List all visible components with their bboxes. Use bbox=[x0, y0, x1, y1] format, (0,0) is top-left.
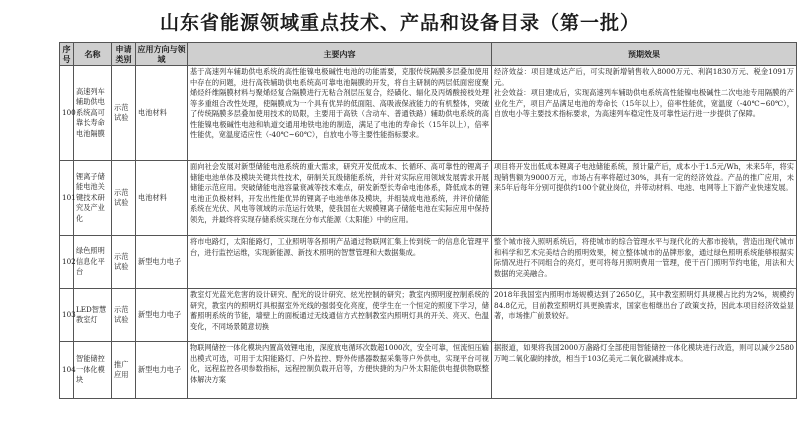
header-effect: 预期效果 bbox=[492, 43, 797, 66]
row-number: 101 bbox=[60, 161, 74, 236]
row-effect: 整个城市接入照明系统后，将使城市的综合管理水平与现代化的大都市接轨，营造出现代城市和科学和艺术完美结合的照明效果，树立整体城市的品牌形象，通过绿色照明系统能够根据实际情况进行不同组合的亮灯，更可将每月照明费用一管理，使干百门照明节约电能，用法和大数据的完美融合。 bbox=[492, 236, 797, 289]
row-effect: 项目将开发出低成本锂离子电池储能系统，预计量产后，成本小于1.5元/Wh，未来5年，将实现销售额为9000万元，市场占有率将超过30%，具有一定的经济效益。产品的推广应用，未来5年后每年分别可提供约100个就业岗位，并带动材料、电池、电网等上下游产业快速发展。 bbox=[492, 161, 797, 236]
row-category: 推广应用 bbox=[112, 342, 136, 399]
table-row bbox=[60, 161, 797, 236]
row-name: LED智慧教室灯 bbox=[74, 289, 112, 342]
row-name: 高速列车辅助供电系统高可靠长寿命电池隔膜 bbox=[74, 66, 112, 161]
row-category: 示范试验 bbox=[112, 289, 136, 342]
header-content: 主要内容 bbox=[188, 43, 492, 66]
row-category: 示范试验 bbox=[112, 236, 136, 289]
catalog-table bbox=[59, 42, 797, 399]
header-row bbox=[60, 43, 797, 66]
row-name: 智能储控一体化模块 bbox=[74, 342, 112, 399]
row-content: 将市电路灯，太阳能路灯，工业照明等各照明产品通过物联网汇集上传到统一的信息化管理平台，进行监控运维，实现新能源、新技术照明的智慧管理和大数据集成。 bbox=[188, 236, 492, 289]
table-row bbox=[60, 66, 797, 161]
row-content: 基于高速列车辅助供电系统的高性能镍电极碱性电池的功能需要，克服传统隔膜多层叠加使用中存在的问题，进行高铁辅助供电系统高可靠电池隔膜的开发，将自主研制的两层低面密度聚烯烃纤维隔膜材料与聚烯烃复合隔膜进行无粘合剂层压复合，经磺化、辐化及丙烯酸接枝处理等多重组合改性处理，使隔膜成为一个具有优异的低面阻、高吸液保液能力的有机整体，突破了传统隔膜多层叠加使用技术的局限，主要用于高铁（含动车、普通铁路）辅助供电系统的高性能镍电极碱性电池和轨道交通用地铁电池的制造，满足了电池的寿命长（15年以上），倍率性能优，宽温度适应性（-40℃~60℃），自放电小等主要性能指标要求。 bbox=[188, 66, 492, 161]
row-effect: 经济效益：项目建成达产后，可实现新增销售收入8000万元、利润1830万元、税金1091万元。 社会效益：项目建成后，实现高速列车辅助供电系统高性能镍电极碱性二次电池专用隔膜的产业化生产，项目产品满足电池的寿命长（15年以上），倍率性能优，宽温度（-40℃~60℃），自放电小等主要技术指标要求，为高速列车稳定性及可靠性运行进一步提供了保障。 bbox=[492, 66, 797, 161]
row-category: 示范试验 bbox=[112, 161, 136, 236]
row-number: 103 bbox=[60, 289, 74, 342]
row-effect: 2018年我国室内照明市场规模达到了2650亿，其中教室照明灯具规模占比约为2%，规模约84.8亿元，目前教室照明灯具更换需求，国家也相继出台了政策支持，因此本项目经济效益显著，市场推广前景较好。 bbox=[492, 289, 797, 342]
table-row bbox=[60, 236, 797, 289]
header-no: 序号 bbox=[60, 43, 74, 66]
header-field: 应用方向与领域 bbox=[137, 44, 186, 64]
header-category: 申请类别 bbox=[112, 43, 136, 66]
row-name: 绿色照明信息化平台 bbox=[74, 236, 112, 289]
page-title: 山东省能源领域重点技术、产品和设备目录（第一批） bbox=[159, 12, 640, 34]
row-number: 104 bbox=[60, 342, 74, 399]
row-number: 100 bbox=[60, 66, 74, 161]
table-row bbox=[60, 342, 797, 399]
table-row bbox=[60, 289, 797, 342]
row-content: 面向社会发展对新型储能电池系统的重大需求，研究开发低成本、长循环、高可靠性的锂离子储能电池单体及模块关键共性技术，研制关瓦级储能系统，并针对实际应用领域发展需求开展储能示范应用。突破储能电池容量衰减等技术难点，研发新型长寿命电池体系，降低成本的锂电池正负极材料，开发出性能优异的锂离子电池单体及模块，并组装成电池系统，并评价储能系统在光伏、风电等领域的示范运行效果，使我国在大规模锂离子储能电池在实际应用中保持领先，并最终将实现存储系统实现在分布式能源（太阳能）中的应用。 bbox=[188, 161, 492, 236]
row-field: 电池材料 bbox=[136, 66, 188, 161]
row-name: 锂离子储能电池关键技术研究及产业化 bbox=[74, 161, 112, 236]
row-number: 102 bbox=[60, 236, 74, 289]
row-field: 新型电力电子 bbox=[136, 342, 188, 399]
row-field: 新型电力电子 bbox=[136, 236, 188, 289]
row-category: 示范试验 bbox=[112, 66, 136, 161]
row-content: 物联网储控一体化模块内置高效锂电池，深度放电循环次数超1000次，安全可靠，恒流恒压输出模式可选，可用于太阳能路灯、户外监控、野外传感器数据采集等户外供电，实现平台可视化，远程监控各项参数指标，远程控制负载开启等，方便快捷的为户外太阳能供电提供物联整体解决方案 bbox=[188, 342, 492, 399]
row-content: 教室灯光蓝光危害的设计研究、配光的设计研究、炫光控制的研究；教室内照明度控制系统的研究，教室内的照明灯具根据室外光线的强弱变化亮度，使学生在一个恒定的照度下学习，储蓄照明系统的节能，墙壁上的面板通过无线通信方式控制教室内照明灯具的开关、亮灭、色温变化，不同场景随意切换 bbox=[188, 289, 492, 342]
header-name: 名称 bbox=[74, 43, 112, 66]
row-field: 电池材料 bbox=[136, 161, 188, 236]
row-effect: 据报道，如果将我国2000万盏路灯全部使用智能储控一体化模块进行改造，则可以减少2580万吨二氧化碳的排放，相当于103亿美元二氧化碳减排成本。 bbox=[492, 342, 797, 399]
row-field: 新型电力电子 bbox=[136, 289, 188, 342]
